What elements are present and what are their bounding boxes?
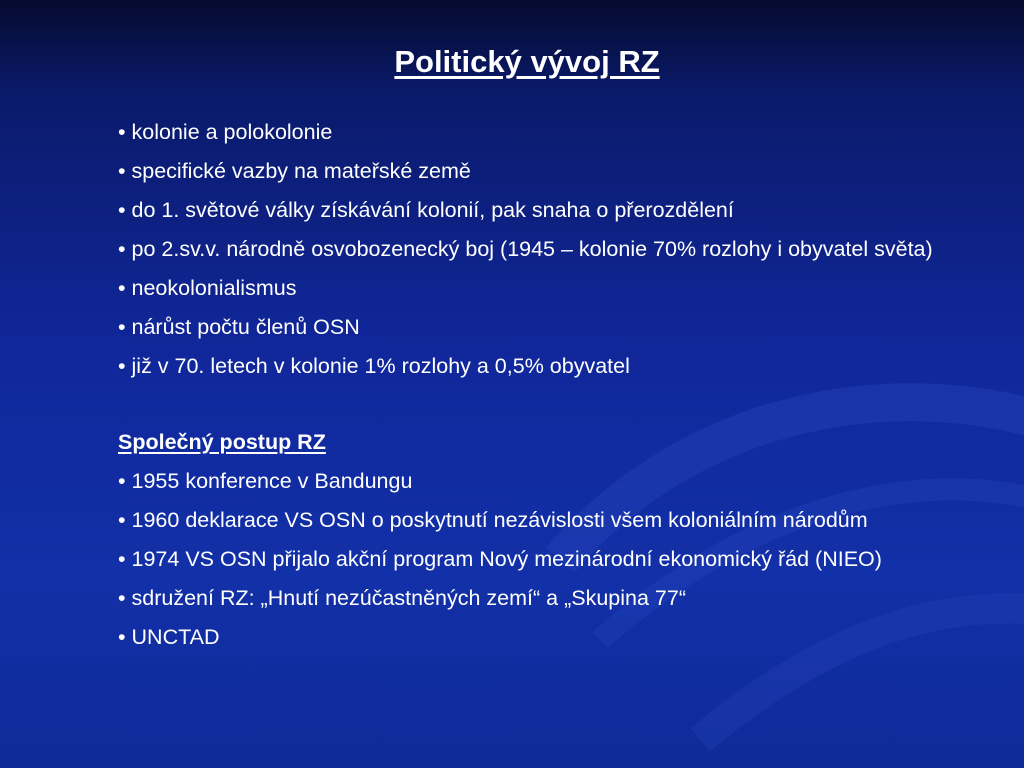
- bullet-item: • specifické vazby na mateřské země: [118, 159, 938, 183]
- bullet-item: • UNCTAD: [118, 625, 938, 649]
- bullet-item: • do 1. světové války získávání kolonií, pak snaha o přerozdělení: [118, 198, 938, 222]
- bullet-item: • kolonie a polokolonie: [118, 120, 938, 144]
- slide-content: [118, 120, 938, 664]
- section-heading: Společný postup RZ: [118, 430, 326, 454]
- bullet-item: • 1974 VS OSN přijalo akční program Nový mezinárodní ekonomický řád (NIEO): [118, 547, 938, 571]
- bullet-item: • 1960 deklarace VS OSN o poskytnutí nezávislosti všem koloniálním národům: [118, 508, 938, 532]
- bullet-item: • sdružení RZ: „Hnutí nezúčastněných zemí“ a „Skupina 77“: [118, 586, 938, 610]
- slide-title: [0, 44, 1024, 80]
- bullet-item: • neokolonialismus: [118, 276, 938, 300]
- bullet-item: • nárůst počtu členů OSN: [118, 315, 938, 339]
- slide-title-text: Politický vývoj RZ: [394, 44, 660, 79]
- bullet-item: • již v 70. letech v kolonie 1% rozlohy a 0,5% obyvatel: [118, 354, 938, 378]
- bullet-item: • 1955 konference v Bandungu: [118, 469, 938, 493]
- bullet-item: • po 2.sv.v. národně osvobozenecký boj (1945 – kolonie 70% rozlohy i obyvatel světa): [118, 237, 938, 261]
